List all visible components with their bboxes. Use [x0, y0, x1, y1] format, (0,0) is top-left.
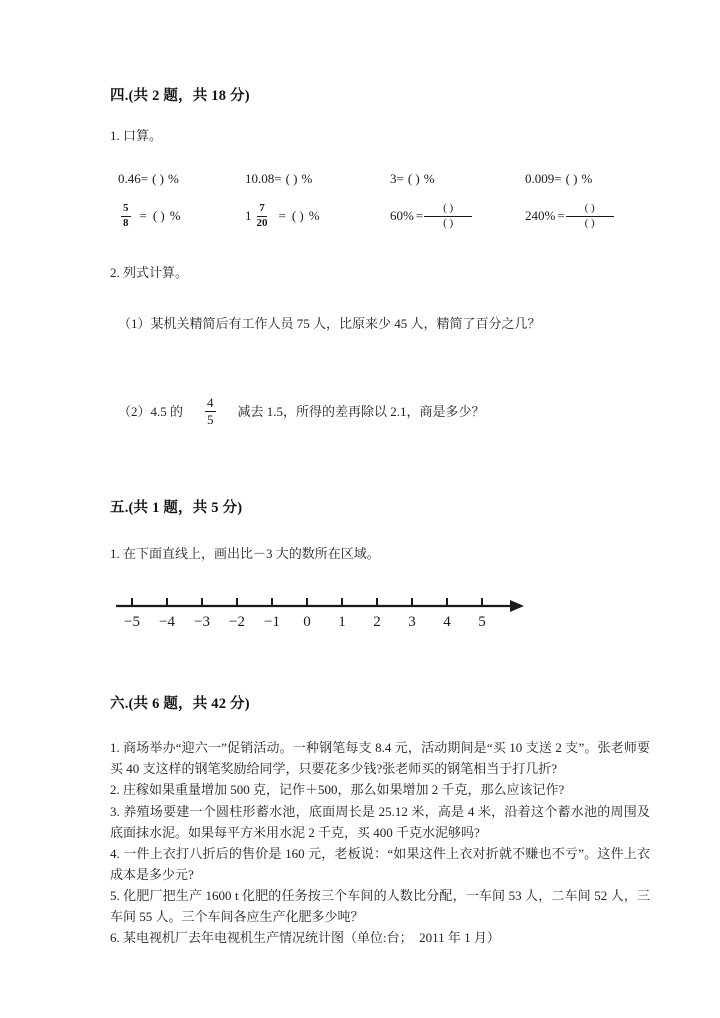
oral-item-7-left: 60% [390, 208, 414, 223]
oral-item-3 [390, 166, 435, 192]
fraction-five-eighths [121, 203, 131, 229]
oral-item-5-equals: = [139, 208, 147, 223]
blank-fraction-240-percent [566, 203, 614, 229]
section6-question-4: 4. 一件上衣打八折后的售价是 160 元，老板说：“如果这件上衣对折就不赚也不亏”。这件上衣成本是多少元? [110, 845, 650, 882]
oral-item-1-left: 0.46= [118, 171, 149, 186]
mixed-whole-part: 1 [245, 208, 252, 223]
tick-label: −4 [159, 614, 175, 631]
section4-q2-item2-prefix: （2）4.5 的 [118, 403, 184, 419]
fraction-denominator-blank: ( ) [584, 216, 595, 229]
section6-question-3: 3. 养殖场要建一个圆柱形蓄水池，底面周长是 25.12 米，高是 4 米，沿着这个蓄水池的周围及底面抹水泥。如果每平方米用水泥 2 千克，买 400 千克水泥够吗? [110, 803, 650, 840]
fraction-numerator: 5 [121, 203, 131, 217]
tick-label: −2 [229, 614, 245, 631]
oral-item-7 [390, 198, 472, 234]
oral-item-2-left: 10.08= [245, 171, 282, 186]
oral-item-2-unit: % [301, 171, 313, 186]
tick-label: 2 [373, 614, 381, 631]
section-heading-4: 四.(共 2 题，共 18 分) [110, 88, 250, 104]
section5-question1: 1. 在下面直线上，画出比－3 大的数所在区域。 [110, 546, 380, 562]
oral-calc-row-1 [110, 166, 650, 192]
section4-question2-label: 2. 列式计算。 [110, 265, 189, 280]
section-heading-6: 六.(共 6 题，共 42 分) [110, 696, 250, 713]
number-line-tick-labels [124, 614, 486, 630]
oral-item-6-blank: ( ) [291, 208, 304, 223]
oral-item-5 [118, 198, 181, 234]
mixed-fraction-part [255, 203, 270, 229]
oral-item-8-equals: = [557, 208, 565, 223]
section6-question-2: 2. 庄稼如果重量增加 500 克，记作＋500，那么如果增加 2 千克，那么应该记作? [110, 782, 565, 798]
fraction-four-fifths [205, 396, 216, 426]
number-line-ticks [132, 598, 482, 606]
number-line-arrowhead [510, 600, 524, 612]
oral-item-5-blank: ( ) [152, 208, 165, 223]
tick-label: 1 [338, 614, 346, 631]
oral-item-6-equals: = [278, 208, 286, 223]
oral-item-8-left: 240% [525, 208, 556, 223]
section4-q2-item2-suffix: 减去 1.5，所得的差再除以 2.1，商是多少？ [237, 403, 485, 419]
worksheet-content [110, 84, 650, 948]
section6-question-5: 5. 化肥厂把生产 1600 t 化肥的任务按三个车间的人数比分配，一车间 53 人，二车间 52 人，三车间 55 人。三个车间各应生产化肥多少吨？ [110, 887, 650, 924]
oral-item-3-unit: % [423, 171, 435, 186]
oral-item-7-equals: = [415, 208, 424, 223]
fraction-denominator: 20 [256, 216, 268, 229]
section-heading-5: 五.(共 1 题，共 5 分) [110, 500, 243, 517]
oral-item-4-left: 0.009= [525, 171, 562, 186]
oral-item-6-unit: % [308, 208, 320, 223]
tick-label: −3 [194, 614, 210, 631]
oral-item-4-blank: ( ) [565, 171, 578, 186]
oral-item-1 [118, 166, 179, 192]
fraction-denominator: 8 [123, 216, 129, 229]
tick-label: −5 [124, 614, 140, 631]
section6-question-6: 6. 某电视机厂去年电视机生产情况统计图（单位:台； 2011 年 1 月） [110, 929, 500, 945]
oral-item-5-unit: % [169, 208, 181, 223]
number-line-svg [110, 590, 530, 642]
fraction-numerator-blank: ( ) [566, 203, 614, 217]
number-line-figure [110, 590, 650, 646]
oral-item-1-unit: % [168, 171, 179, 186]
oral-item-3-left: 3= [390, 171, 404, 186]
section6-question-list [110, 737, 650, 947]
oral-calc-row-2 [110, 198, 650, 234]
fraction-numerator-blank: ( ) [424, 203, 472, 217]
tick-label: 5 [478, 614, 486, 631]
section6-question-1: 1. 商场举办“迎六一”促销活动。一种钢笔每支 8.4 元，活动期间是“买 10 支送 2 支”。张老师要买 40 支这样的钢笔奖励给同学，只要花多少钱?张老师买的钢笔相当于打几折? [110, 740, 650, 777]
oral-item-2-blank: ( ) [285, 171, 298, 186]
tick-label: 0 [303, 614, 311, 631]
section4-q2-item2 [110, 396, 650, 426]
oral-item-2 [245, 166, 312, 192]
oral-item-1-blank: ( ) [152, 171, 165, 186]
fraction-numerator: 4 [207, 395, 214, 411]
oral-item-4-unit: % [581, 171, 593, 186]
fraction-denominator-blank: ( ) [443, 216, 454, 229]
mixed-number-one-seven-twentieths [245, 203, 273, 229]
fraction-numerator: 7 [257, 203, 267, 217]
oral-item-3-blank: ( ) [407, 171, 420, 186]
tick-label: 3 [408, 614, 416, 631]
oral-item-6 [245, 198, 320, 234]
section4-q2-item1: （1）某机关精简后有工作人员 75 人，比原来少 45 人，精简了百分之几？ [118, 316, 541, 331]
section4-question1-label: 1. 口算。 [110, 128, 163, 143]
oral-item-8 [525, 198, 614, 234]
blank-fraction-60-percent [424, 203, 472, 229]
fraction-denominator: 5 [207, 411, 214, 427]
tick-label: 4 [443, 614, 451, 631]
oral-item-4 [525, 166, 592, 192]
tick-label: −1 [264, 614, 280, 631]
